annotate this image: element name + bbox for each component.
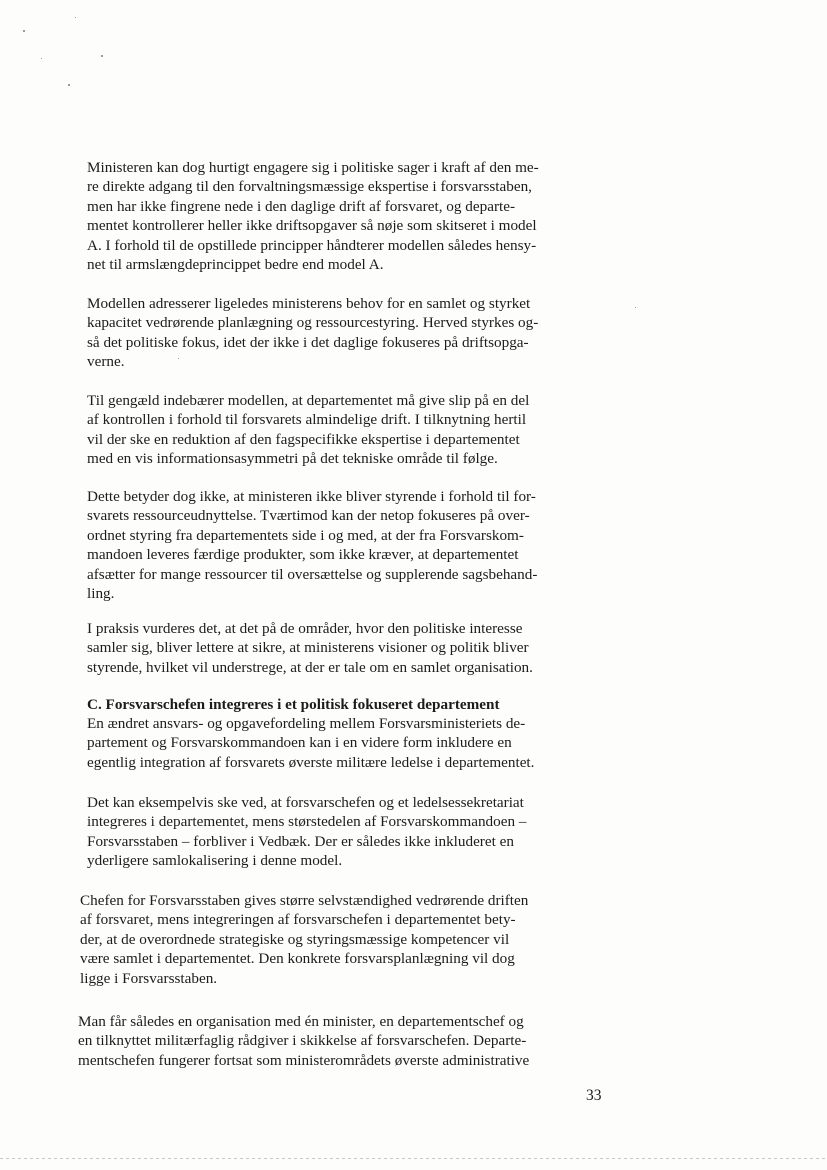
text-line: ling. (87, 585, 115, 603)
text-line: I praksis vurderes det, at det på de områder, hvor den politiske interesse (87, 620, 523, 637)
text-line: mentschefen fungerer fortsat som ministerområdets øverste administrative (78, 1051, 530, 1069)
text-line: En ændret ansvars- og opgavefordeling mellem Forsvarsministeriets de- (87, 715, 526, 732)
text-line: re direkte adgang til den forvaltningsmæssige ekspertise i forsvarsstaben, (87, 178, 532, 196)
text-line: så det politiske fokus, idet der ikke i det daglige fokuseres på driftsopga- (87, 333, 529, 351)
text-line: Til gengæld indebærer modellen, at departementet må give slip på en del (87, 392, 530, 409)
body-paragraph (87, 158, 622, 274)
body-paragraph (87, 391, 622, 469)
text-line: A. I forhold til de opstillede principper håndterer modellen således hensy- (87, 236, 537, 254)
body-paragraph (87, 294, 622, 372)
body-paragraph (87, 793, 622, 871)
scan-speck (75, 17, 76, 18)
text-line: Man får således en organisation med én minister, en departementschef og (78, 1013, 524, 1030)
text-line: kapacitet vedrørende planlægning og ressourcestyring. Herved styrkes og- (87, 314, 539, 332)
body-paragraph (78, 1012, 613, 1070)
text-line: yderligere samlokalisering i denne model. (87, 852, 343, 870)
scan-speck (101, 55, 103, 57)
text-line: Modellen adresserer ligeledes ministerens behov for en samlet og styrket (87, 295, 531, 312)
text-line: samler sig, bliver lettere at sikre, at ministerens visioner og politik bliver (87, 639, 529, 657)
scan-edge-line (0, 1158, 827, 1159)
text-line: egentlig integration af forsvarets øverste militære ledelse i departementet. (87, 753, 535, 771)
body-paragraph (87, 487, 622, 603)
text-line: verne. (87, 353, 125, 371)
text-line: ligge i Forsvarsstaben. (80, 969, 218, 987)
text-line: men har ikke fingrene nede i den daglige drift af forsvaret, og departe- (87, 197, 516, 215)
text-line: integreres i departementet, mens størstedelen af Forsvarskommandoen – (87, 813, 527, 831)
scan-speck (635, 307, 636, 308)
text-line: mandoen leveres færdige produkter, som ikke kræver, at departementet (87, 546, 519, 564)
text-line: afsætter for mange ressourcer til oversættelse og supplerende sagsbehand- (87, 565, 538, 583)
scan-speck (23, 30, 25, 32)
text-line: Ministeren kan dog hurtigt engagere sig i politiske sager i kraft af den me- (87, 159, 539, 176)
text-line: en tilknyttet militærfaglig rådgiver i skikkelse af forsvarschefen. Departe- (78, 1032, 527, 1050)
body-paragraph (80, 891, 615, 988)
text-line: mentet kontrollerer heller ikke driftsopgaver så nøje som skitseret i model (87, 217, 537, 235)
text-line: være samlet i departementet. Den konkrete forsvarsplanlægning vil dog (80, 950, 515, 968)
text-line: Forsvarsstaben – forbliver i Vedbæk. Der er således ikke inkluderet en (87, 832, 514, 850)
text-line: styrende, hvilket vil understrege, at der er tale om en samlet organisation. (87, 658, 533, 676)
text-line: af forsvaret, mens integreringen af forsvarschefen i departementet bety- (80, 911, 516, 929)
page-number: 33 (586, 1087, 602, 1104)
text-line: Chefen for Forsvarsstaben gives større selvstændighed vedrørende driften (80, 892, 529, 909)
text-line: net til armslængdeprincippet bedre end model A. (87, 256, 384, 274)
text-line: Dette betyder dog ikke, at ministeren ikke bliver styrende i forhold til for- (87, 488, 536, 505)
body-paragraph (87, 714, 622, 772)
text-line: ordnet styring fra departementets side i og med, at der fra Forsvarskom- (87, 526, 524, 544)
text-line: vil der ske en reduktion af den fagspecifikke ekspertise i departementet (87, 430, 520, 448)
scan-speck (41, 58, 42, 59)
body-paragraph (87, 619, 622, 677)
text-line: af kontrollen i forhold til forsvarets almindelige drift. I tilknytning hertil (87, 411, 527, 429)
text-line: svarets ressourceudnyttelse. Tværtimod kan der netop fokuseres på over- (87, 507, 530, 525)
section-heading: C. Forsvarschefen integreres i et politisk fokuseret departement (87, 696, 500, 713)
text-line: Det kan eksempelvis ske ved, at forsvarschefen og et ledelsessekretariat (87, 794, 524, 811)
text-line: med en vis informationsasymmetri på det tekniske område til følge. (87, 450, 498, 468)
scan-speck (68, 84, 70, 86)
text-line: der, at de overordnede strategiske og styringsmæssige kompetencer vil (80, 930, 510, 948)
text-line: partement og Forsvarskommandoen kan i en videre form inkludere en (87, 734, 512, 752)
